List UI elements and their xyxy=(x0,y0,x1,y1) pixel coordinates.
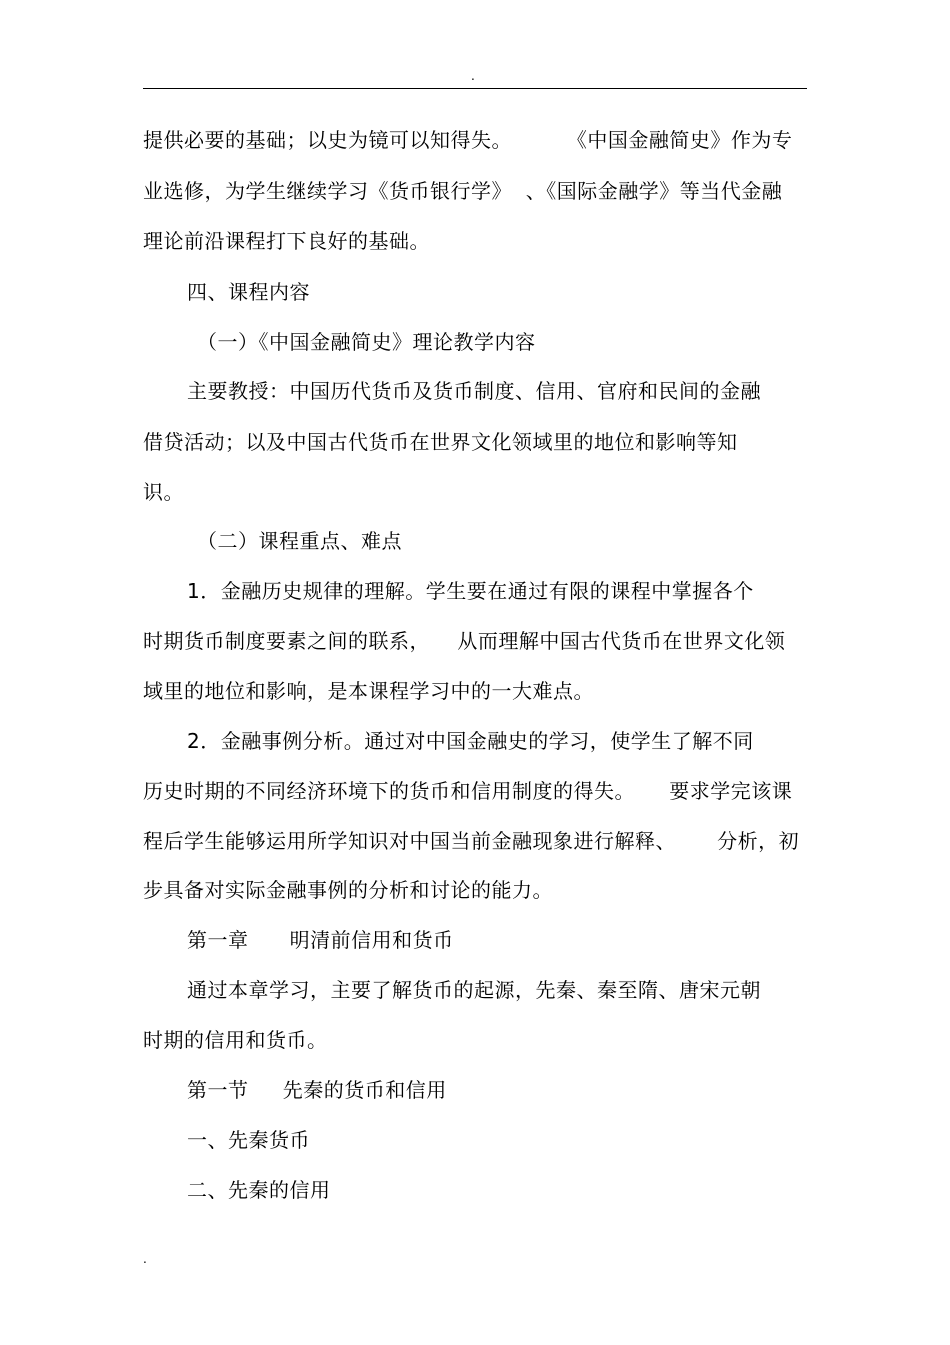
paragraph-line: 借贷活动；以及中国古代货币在世界文化领域里的地位和影响等知 xyxy=(143,430,738,454)
paragraph-line: 提供必要的基础；以史为镜可以知得失。 《中国金融简史》作为专 xyxy=(143,128,793,152)
list-item-line: 步具备对实际金融事例的分析和讨论的能力。 xyxy=(143,878,553,902)
list-item-line: 2．金融事例分析。通过对中国金融史的学习，使学生了解不同 xyxy=(187,729,754,753)
paragraph-line: 业选修，为学生继续学习《货币银行学》 、《国际金融学》等当代金融 xyxy=(143,179,783,203)
footer-mark: . xyxy=(143,1252,147,1266)
list-item-line: 1．金融历史规律的理解。学生要在通过有限的课程中掌握各个 xyxy=(187,579,754,603)
paragraph-line: 识。 xyxy=(143,480,184,504)
list-item-line: 历史时期的不同经济环境下的货币和信用制度的得失。 要求学完该课 xyxy=(143,779,793,803)
paragraph-line: 通过本章学习，主要了解货币的起源，先秦、秦至隋、唐宋元朝 xyxy=(187,978,761,1002)
subsection-heading: （一）《中国金融简史》理论教学内容 xyxy=(197,330,536,354)
list-item-line: 程后学生能够运用所学知识对中国当前金融现象进行解释、 分析，初 xyxy=(143,829,800,853)
header-rule xyxy=(143,88,807,89)
outline-item: 二、先秦的信用 xyxy=(187,1178,331,1202)
header-mark: . xyxy=(471,69,475,83)
subsection-heading: （二）课程重点、难点 xyxy=(197,529,402,553)
list-item-line: 时期货币制度要素之间的联系， 从而理解中国古代货币在世界文化领 xyxy=(143,629,786,653)
chapter-heading: 第一章 明清前信用和货币 xyxy=(187,928,454,952)
paragraph-line: 理论前沿课程打下良好的基础。 xyxy=(143,229,430,253)
list-item-line: 域里的地位和影响，是本课程学习中的一大难点。 xyxy=(143,679,594,703)
section-heading: 四、课程内容 xyxy=(187,280,310,304)
outline-item: 一、先秦货币 xyxy=(187,1128,310,1152)
paragraph-line: 主要教授：中国历代货币及货币制度、信用、官府和民间的金融 xyxy=(187,379,761,403)
section-heading: 第一节 先秦的货币和信用 xyxy=(187,1078,447,1102)
paragraph-line: 时期的信用和货币。 xyxy=(143,1028,328,1052)
